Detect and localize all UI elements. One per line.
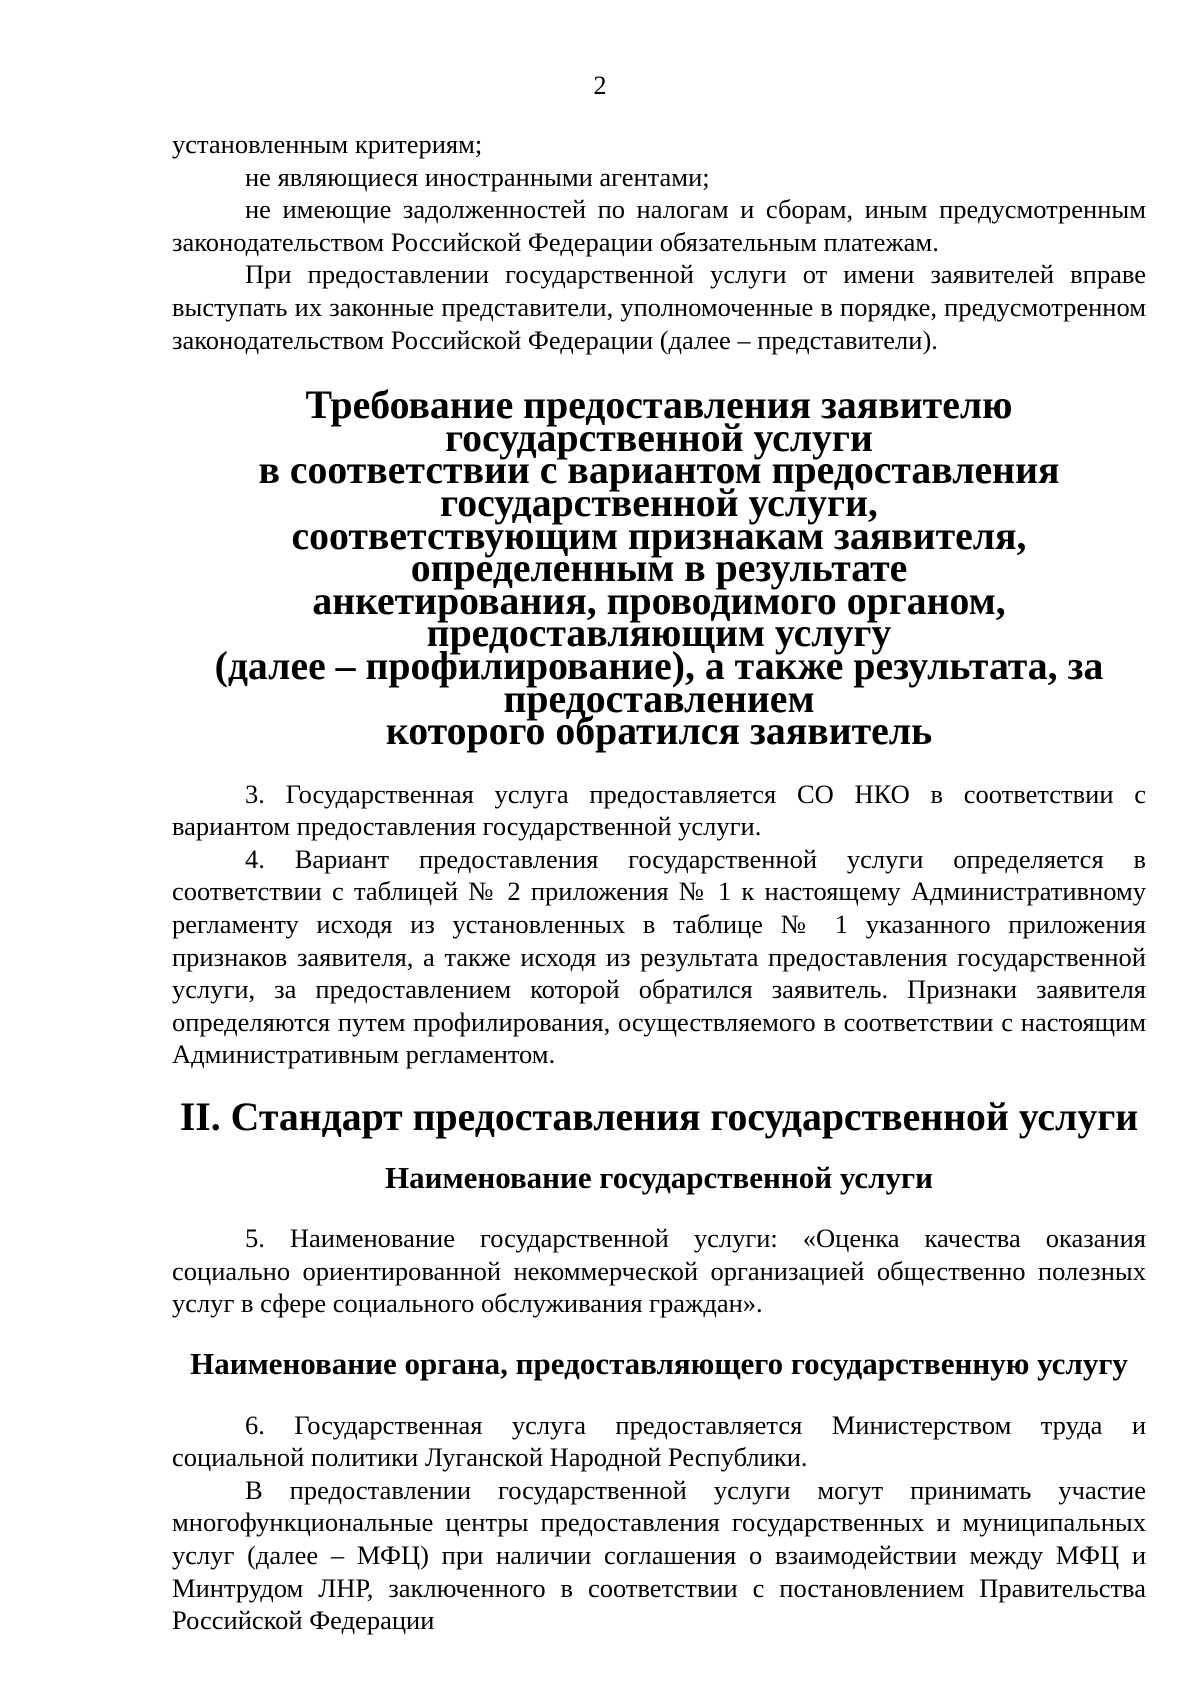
paragraph-mfc: В предоставлении государственной услуги могут принимать участие многофункциональные центры предоставления государственных и муниципальных услуг (далее – МФЦ) при наличии соглашения о взаимодействии между МФЦ и Минтрудом ЛНР, заключенного в соответствии с постановлением Правительства Российской Федерации xyxy=(172,1474,1146,1636)
heading-line: анкетирования, проводимого органом, предоставляющим услугу xyxy=(312,578,1006,656)
heading-line: Требование предоставления заявителю государственной услуги xyxy=(305,383,1013,460)
paragraph-not-foreign-agents: не являющиеся иностранными агентами; xyxy=(245,161,710,192)
paragraph-item-3: 3. Государственная услуга предоставляется СО НКО в соответствии с вариантом предоставления государственной услуги. xyxy=(172,778,1146,842)
paragraph-item-6: 6. Государственная услуга предоставляется Министерством труда и социальной политики Луганской Народной Республики. xyxy=(172,1409,1146,1473)
page-number: 2 xyxy=(593,71,607,100)
heading-service-name: Наименование государственной услуги xyxy=(385,1159,933,1195)
heading-line: соответствующим признакам заявителя, определенным в результате xyxy=(291,513,1027,591)
paragraph-item-5: 5. Наименование государственной услуги: «Оценка качества оказания социально ориентированной некоммерческой организацией общественно полезных услуг в сфере социального обслуживания граждан». xyxy=(172,1223,1146,1319)
paragraph-representatives: При предоставлении государственной услуги от имени заявителей вправе выступать их законные представители, уполномоченные в порядке, предусмотренном законодательством Российской Федерации (далее – представители). xyxy=(172,259,1146,355)
heading-line: (далее – профилирование), а также результата, за предоставлением xyxy=(214,643,1104,721)
heading-section-2: II. Стандарт предоставления государственной услуги xyxy=(179,1095,1139,1140)
paragraph-no-debts: не имеющие задолженностей по налогам и сборам, иным предусмотренным законодательством Российской Федерации обязательным платежам. xyxy=(172,194,1146,257)
paragraph-criteria: установленным критериям; xyxy=(172,129,483,159)
heading-line: которого обратился заявитель xyxy=(385,709,933,754)
page-content xyxy=(172,128,1146,1637)
heading-variant-requirement xyxy=(172,383,1146,754)
heading-authority-name: Наименование органа, предоставляющего государственную услугу xyxy=(190,1346,1128,1381)
paragraph-item-4: 4. Вариант предоставления государственной услуги определяется в соответствии с таблицей № 2 приложения № 1 к настоящему Административному регламенту исходя из установленных в таблице № 1 указанного приложения признаков заявителя, а также исходя из результата предоставления государственной услуги, за предоставлением которой обратился заявитель. Признаки заявителя определяются путем профилирования, осуществляемого в соответствии с настоящим Административным регламентом. xyxy=(172,843,1146,1070)
heading-line: в соответствии с вариантом предоставления государственной услуги, xyxy=(258,448,1060,525)
